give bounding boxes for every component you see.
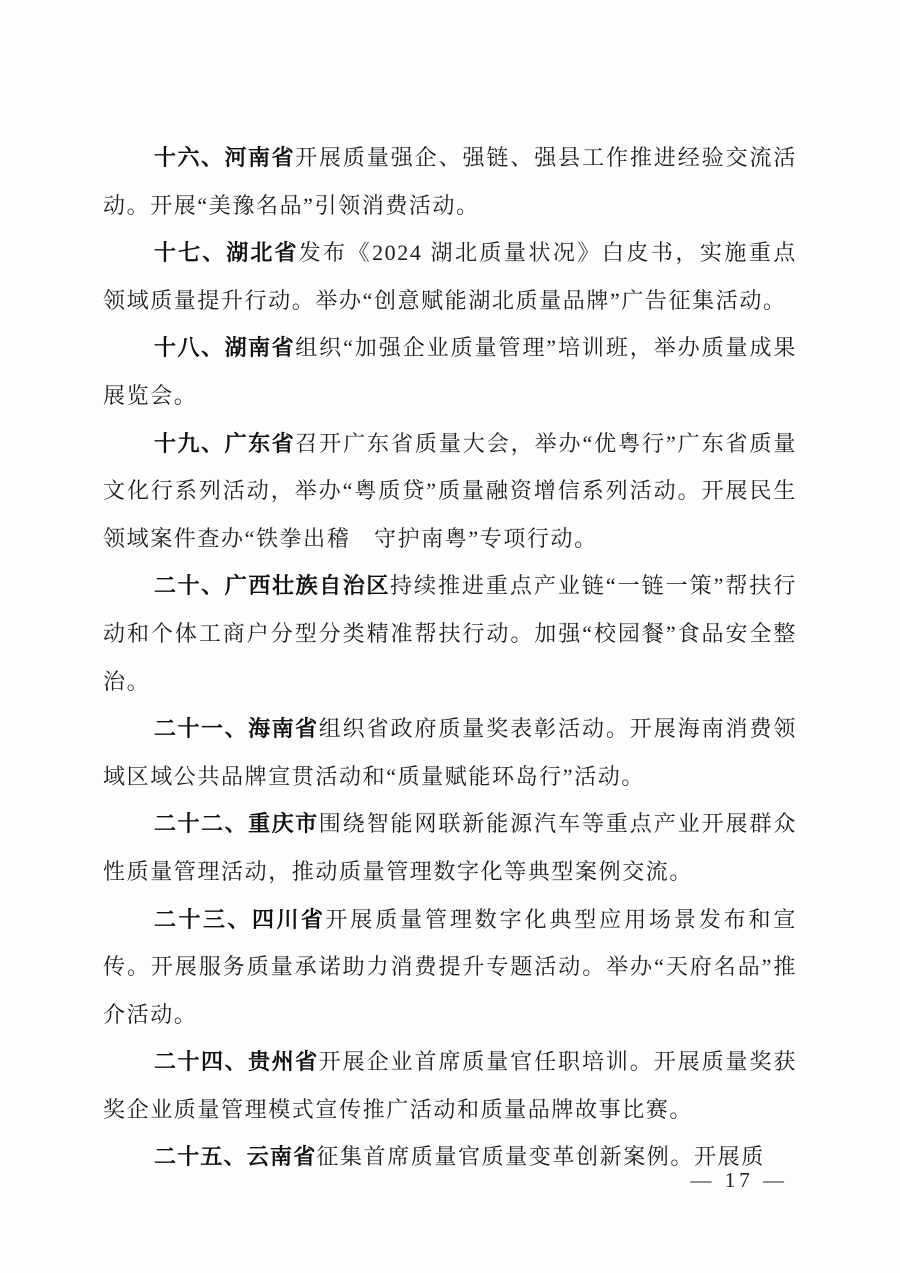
document-body bbox=[103, 134, 797, 1181]
paragraph-item-22 bbox=[103, 800, 797, 895]
paragraph-text: 开展质量强企、强链、强县工作推进经验交流活动。开展“美豫名品”引领消费活动。 bbox=[103, 145, 797, 218]
paragraph-lead: 二十一、海南省 bbox=[154, 716, 319, 742]
paragraph-text: 持续推进重点产业链“一链一策”帮扶行动和个体工商户分型分类精准帮扶行动。加强“校园餐”食品安全整治。 bbox=[103, 573, 797, 694]
paragraph-item-20 bbox=[103, 562, 797, 705]
paragraph-lead: 二十二、重庆市 bbox=[154, 811, 319, 837]
paragraph-item-18 bbox=[103, 324, 797, 419]
paragraph-text: 组织省政府质量奖表彰活动。开展海南消费领域区域公共品牌宣贯活动和“质量赋能环岛行”活动。 bbox=[103, 716, 797, 789]
paragraph-item-23 bbox=[103, 896, 797, 1039]
paragraph-lead: 十六、河南省 bbox=[154, 145, 296, 170]
paragraph-text: 开展企业首席质量官任职培训。开展质量奖获奖企业质量管理模式宣传推广活动和质量品牌故事比赛。 bbox=[103, 1049, 797, 1122]
paragraph-item-16 bbox=[103, 134, 797, 229]
paragraph-item-24 bbox=[103, 1038, 797, 1133]
paragraph-text: 围绕智能网联新能源汽车等重点产业开展群众性质量管理活动，推动质量管理数字化等典型案例交流。 bbox=[103, 811, 797, 884]
paragraph-item-21 bbox=[103, 705, 797, 800]
paragraph-lead: 十九、广东省 bbox=[154, 430, 296, 456]
paragraph-text: 组织“加强企业质量管理”培训班，举办质量成果展览会。 bbox=[103, 335, 797, 408]
page-number: — 17 — bbox=[690, 1168, 788, 1192]
paragraph-text: 开展质量管理数字化典型应用场景发布和宣传。开展服务质量承诺助力消费提升专题活动。举办“天府名品”推介活动。 bbox=[103, 906, 797, 1027]
paragraph-lead: 十八、湖南省 bbox=[154, 335, 296, 361]
paragraph-lead: 二十五、云南省 bbox=[154, 1144, 317, 1170]
paragraph-text: 召开广东省质量大会，举办“优粤行”广东省质量文化行系列活动，举办“粤质贷”质量融资增信系列活动。开展民生领域案件查办“铁拳出稽 守护南粤”专项行动。 bbox=[103, 430, 797, 551]
paragraph-item-17 bbox=[103, 229, 797, 324]
page-footer bbox=[691, 1168, 789, 1193]
paragraph-lead: 十七、湖北省 bbox=[154, 240, 299, 266]
paragraph-item-19 bbox=[103, 420, 797, 563]
paragraph-text: 发布《2024 湖北质量状况》白皮书，实施重点领域质量提升行动。举办“创意赋能湖北质量品牌”广告征集活动。 bbox=[103, 240, 797, 313]
paragraph-lead: 二十四、贵州省 bbox=[154, 1049, 319, 1075]
paragraph-text: 征集首席质量官质量变革创新案例。开展质 bbox=[316, 1144, 765, 1170]
paragraph-lead: 二十、广西壮族自治区 bbox=[154, 573, 390, 599]
paragraph-lead: 二十三、四川省 bbox=[154, 906, 326, 932]
